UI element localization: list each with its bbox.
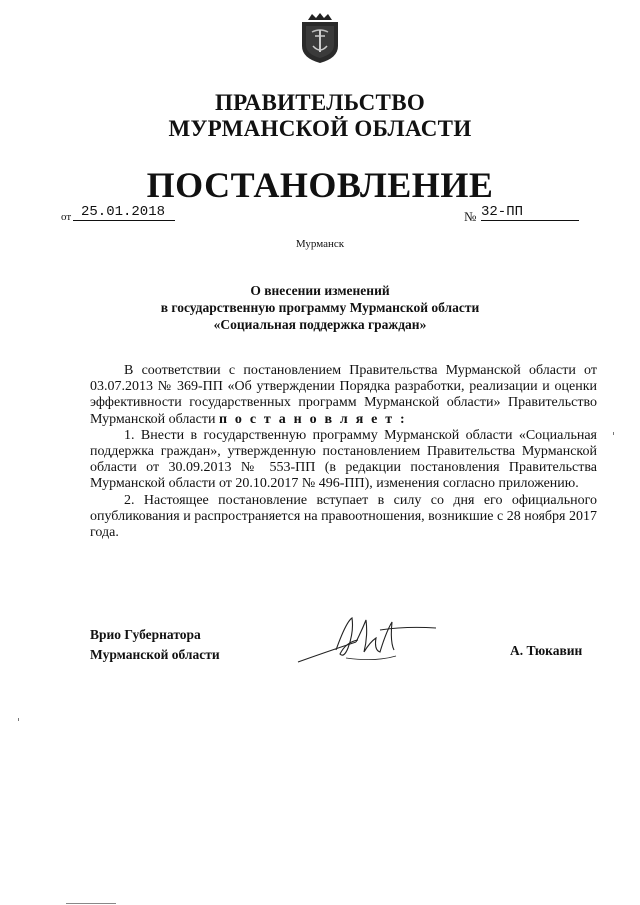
subject-line-3: «Социальная поддержка граждан» [213,317,427,332]
government-name-line1: ПРАВИТЕЛЬСТВО [214,90,426,115]
date-label: от [61,211,72,223]
signer-position [90,625,220,665]
document-type-title: ПОСТАНОВЛЕНИЕ [146,165,494,205]
government-name-line2: МУРМАНСКОЙ ОБЛАСТИ [168,116,472,141]
item-1-paragraph: 1. Внести в государственную программу Мурманской области «Социальная поддержка граждан», утвержденную постановлением Правительства Мурманской области от 30.09.2013 № 553-ПП (в редакции постановления Правительства Мурманской области от 20.10.2017 № 496-ПП), изменения согласно приложению. [90,427,597,492]
handwritten-signature [296,612,446,672]
coat-of-arms-emblem [298,12,342,64]
subject-line-1: О внесении изменений [250,283,390,298]
number-label: № [464,209,477,224]
footer-divider [66,903,116,904]
document-body [90,363,597,541]
document-subject [100,282,540,333]
intro-paragraph [90,363,597,428]
signer-position-line1: Врио Губернатора [90,627,201,642]
resolves-word: п о с т а н о в л я е т : [218,411,407,427]
signer-position-line2: Мурманской области [90,647,220,662]
signer-name: А. Тюкавин [510,643,583,658]
document-number: 32-ПП [481,204,579,221]
document-date: 25.01.2018 [73,204,175,221]
item-2-paragraph: 2. Настоящее постановление вступает в силу со дня его официального опубликования и распространяется на правоотношения, возникшие с 28 ноября 2017 года. [90,492,597,541]
subject-line-2: в государственную программу Мурманской области [160,300,480,315]
scan-speck [18,718,19,721]
scan-speck [613,432,614,435]
intro-text: В соответствии с постановлением Правительства Мурманской области от 03.07.2013 № 369-ПП «Об утверждении Порядка разработки, реализации и оценки эффективности государственных программ Мурманской области» Правительство Мурманской области [90,363,597,427]
city-name: Мурманск [295,238,345,250]
